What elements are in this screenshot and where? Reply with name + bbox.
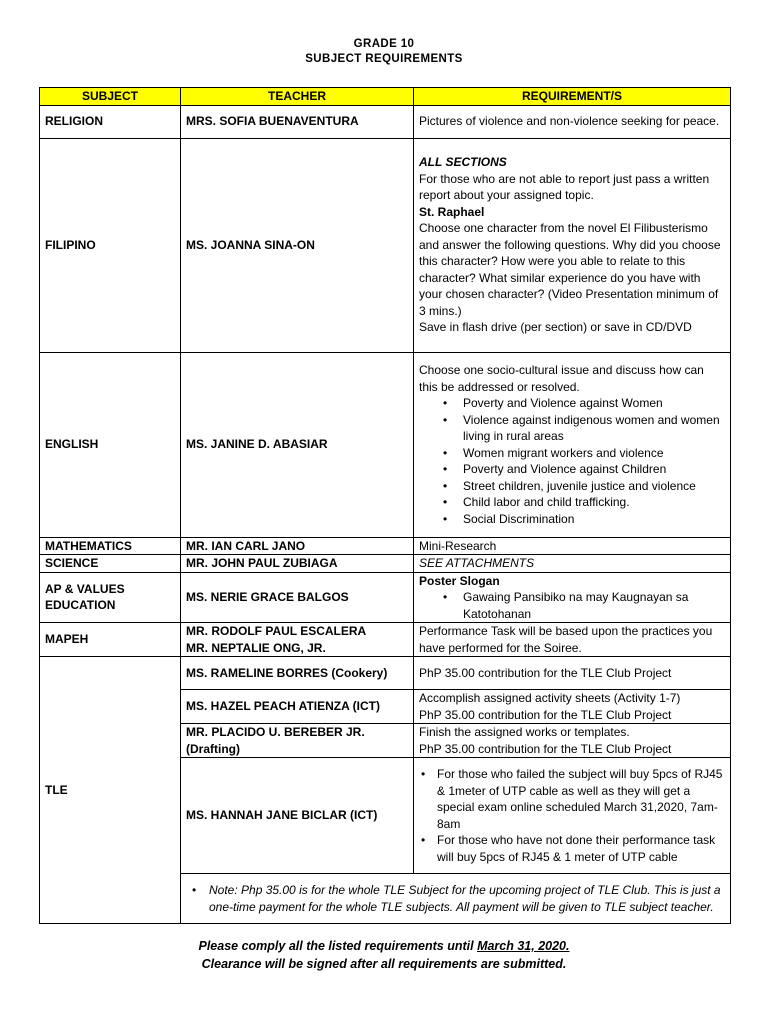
teacher-cell: MS. JANINE D. ABASIAR bbox=[181, 352, 414, 537]
footer-text: Please comply all the listed requirements until bbox=[198, 939, 478, 953]
requirement-heading: ALL SECTIONS bbox=[419, 155, 507, 170]
requirement-text: PhP 35.00 contribution for the TLE Club Project bbox=[419, 707, 672, 722]
table-row bbox=[40, 657, 731, 690]
column-header-subject: SUBJECT bbox=[40, 88, 181, 106]
list-item: • Violence against indigenous women and women living in rural areas bbox=[463, 412, 725, 445]
list-item: • Child labor and child trafficking. bbox=[463, 494, 725, 511]
teacher-cell: MR. IAN CARL JANO bbox=[181, 537, 414, 555]
subject-cell: SCIENCE bbox=[40, 555, 181, 573]
note-cell bbox=[181, 874, 731, 924]
requirement-cell: Mini-Research bbox=[414, 537, 731, 555]
tle-note bbox=[186, 882, 725, 915]
table-row bbox=[40, 572, 731, 623]
list-item: • Street children, juvenile justice and violence bbox=[463, 478, 725, 495]
teacher-cell: MS. HAZEL PEACH ATIENZA (ICT) bbox=[181, 690, 414, 724]
footer-line-1 bbox=[0, 939, 768, 953]
subject-cell: RELIGION bbox=[40, 105, 181, 138]
footer-line-2: Clearance will be signed after all requirements are submitted. bbox=[201, 957, 567, 971]
list-item: • For those who have not done their performance task will buy 5pcs of RJ45 & 1 meter of UTP cable bbox=[437, 832, 725, 865]
requirement-cell bbox=[414, 690, 731, 724]
requirement-cell: Pictures of violence and non-violence seeking for peace. bbox=[414, 105, 731, 138]
requirement-list bbox=[419, 589, 725, 622]
requirement-heading: Poster Slogan bbox=[419, 573, 500, 588]
note-text: Note: Php 35.00 is for the whole TLE Subject for the upcoming project of TLE Club. This is just a one-time payment for the whole TLE subjects. All payment will be given to TLE subject teacher. bbox=[209, 883, 721, 914]
table-row bbox=[40, 537, 731, 555]
teacher-cell: MS. RAMELINE BORRES (Cookery) bbox=[181, 657, 414, 690]
bullet-icon: • bbox=[192, 883, 197, 897]
doc-title: GRADE 10 bbox=[353, 38, 415, 50]
list-item: • Poverty and Violence against Children bbox=[463, 461, 725, 478]
subject-cell: MATHEMATICS bbox=[40, 537, 181, 555]
doc-subtitle: SUBJECT REQUIREMENTS bbox=[305, 53, 463, 65]
list-item: • Gawaing Pansibiko na may Kaugnayan sa Katotohanan bbox=[463, 589, 725, 622]
list-item: • Poverty and Violence against Women bbox=[463, 395, 725, 412]
subject-cell: FILIPINO bbox=[40, 138, 181, 352]
table-row bbox=[40, 623, 731, 657]
requirement-cell: Performance Task will be based upon the practices you have performed for the Soiree. bbox=[414, 623, 731, 657]
requirement-list bbox=[419, 766, 725, 865]
requirement-text: Choose one socio-cultural issue and discuss how can this be addressed or resolved. bbox=[419, 363, 704, 394]
subject-cell: MAPEH bbox=[40, 623, 181, 657]
issue-list bbox=[419, 395, 725, 527]
column-header-requirements: REQUIREMENT/S bbox=[414, 88, 731, 106]
subject-cell: TLE bbox=[40, 657, 181, 924]
teacher-cell: MS. JOANNA SINA-ON bbox=[181, 138, 414, 352]
teacher-cell: MS. NERIE GRACE BALGOS bbox=[181, 572, 414, 623]
list-item: • For those who failed the subject will buy 5pcs of RJ45 & 1meter of UTP cable as well as they will get a special exam online scheduled March 31,2020, 7am- 8am bbox=[437, 766, 725, 832]
requirement-heading: St. Raphael bbox=[419, 204, 485, 219]
requirement-cell bbox=[414, 572, 731, 623]
requirement-text: Accomplish assigned activity sheets (Activity 1-7) bbox=[419, 691, 681, 705]
teacher-cell: MR. PLACIDO U. BEREBER JR. (Drafting) bbox=[181, 724, 414, 758]
teacher-cell bbox=[181, 623, 414, 657]
list-item: • Social Discrimination bbox=[463, 511, 725, 528]
requirement-text: PhP 35.00 contribution for the TLE Club Project bbox=[419, 741, 672, 756]
requirement-cell bbox=[414, 352, 731, 537]
column-header-teacher: TEACHER bbox=[181, 88, 414, 106]
deadline-date: March 31, 2020. bbox=[477, 939, 570, 953]
requirements-table bbox=[39, 87, 731, 924]
teacher-cell: MS. HANNAH JANE BICLAR (ICT) bbox=[181, 758, 414, 874]
table-row bbox=[40, 105, 731, 138]
requirement-text: Finish the assigned works or templates. bbox=[419, 725, 630, 739]
requirement-cell bbox=[414, 758, 731, 874]
requirement-text: For those who are not able to report just pass a written report about your assigned topic. bbox=[419, 171, 710, 203]
teacher-cell: MRS. SOFIA BUENAVENTURA bbox=[181, 105, 414, 138]
teacher-name: MR. NEPTALIE ONG, JR. bbox=[186, 640, 326, 655]
requirement-text: Save in flash drive (per section) or save in CD/DVD bbox=[419, 320, 692, 335]
requirement-cell: SEE ATTACHMENTS bbox=[414, 555, 731, 573]
table-header-row bbox=[40, 88, 731, 106]
table-row bbox=[40, 352, 731, 537]
list-item: • Women migrant workers and violence bbox=[463, 445, 725, 462]
requirement-cell: PhP 35.00 contribution for the TLE Club Project bbox=[414, 657, 731, 690]
subject-cell: AP & VALUES EDUCATION bbox=[40, 572, 181, 623]
subject-cell: ENGLISH bbox=[40, 352, 181, 537]
requirement-text: Choose one character from the novel El Filibusterismo and answer the following questions. Why did you choose this character? How were you able to relate to this character? What similar experience do you have with your chosen character? (Video Presentation minimum of 3 mins.) bbox=[419, 221, 721, 318]
table-row bbox=[40, 555, 731, 573]
teacher-name: MR. RODOLF PAUL ESCALERA bbox=[186, 624, 367, 638]
table-row bbox=[40, 138, 731, 352]
requirement-cell bbox=[414, 724, 731, 758]
requirement-cell bbox=[414, 138, 731, 352]
teacher-cell: MR. JOHN PAUL ZUBIAGA bbox=[181, 555, 414, 573]
